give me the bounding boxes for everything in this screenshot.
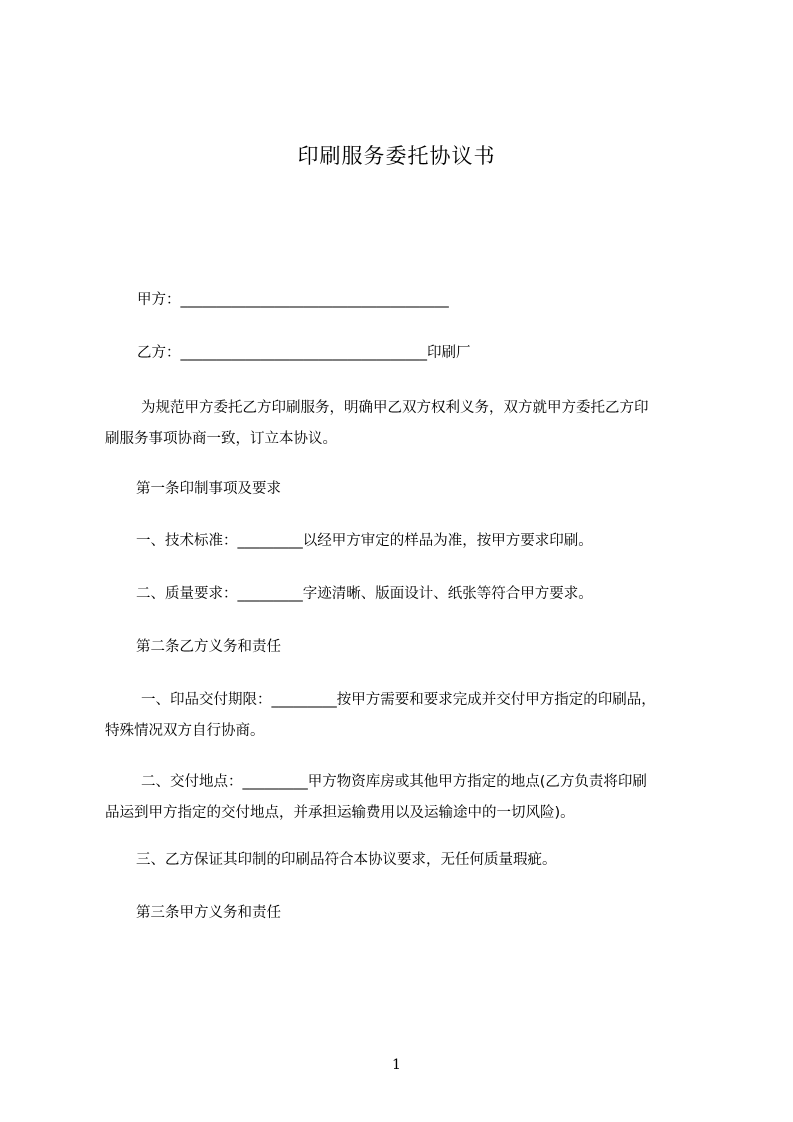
article-1-item-1: 一、技术标准：_________以经甲方审定的样品为准，按甲方要求印刷。 xyxy=(136,533,593,549)
article-2-item-2 xyxy=(105,767,695,829)
article-2-heading: 第二条乙方义务和责任 xyxy=(136,639,281,655)
party-a-line: 甲方：_____________________________________ xyxy=(137,292,449,308)
preamble-paragraph xyxy=(105,393,695,455)
document-title: 印刷服务委托协议书 xyxy=(297,144,496,168)
article-1-item-2: 二、质量要求：_________字迹清晰、版面设计、纸张等符合甲方要求。 xyxy=(136,586,593,602)
article-1-heading: 第一条印制事项及要求 xyxy=(136,481,281,497)
party-b-line: 乙方：__________________________________印刷厂 xyxy=(137,345,471,361)
article-2-item-2-line-2: 品运到甲方指定的交付地点，并承担运输费用以及运输途中的一切风险)。 xyxy=(105,805,575,821)
article-3-heading: 第三条甲方义务和责任 xyxy=(136,905,281,921)
article-2-item-1-line-2: 特殊情况双方自行协商。 xyxy=(105,723,265,739)
page-number: 1 xyxy=(392,1057,401,1073)
article-2-item-1 xyxy=(105,685,695,747)
article-2-item-1-line-1: 一、印品交付期限：_________按甲方需要和要求完成并交付甲方指定的印刷品， xyxy=(141,692,656,708)
preamble-line-2: 刷服务事项协商一致，订立本协议。 xyxy=(105,431,337,447)
article-2-item-3: 三、乙方保证其印制的印刷品符合本协议要求，无任何质量瑕疵。 xyxy=(136,852,557,868)
preamble-line-1: 为规范甲方委托乙方印刷服务，明确甲乙双方权利义务，双方就甲方委托乙方印 xyxy=(141,400,649,416)
article-2-item-2-line-1: 二、交付地点：_________甲方物资库房或其他甲方指定的地点(乙方负责将印刷 xyxy=(141,774,647,790)
